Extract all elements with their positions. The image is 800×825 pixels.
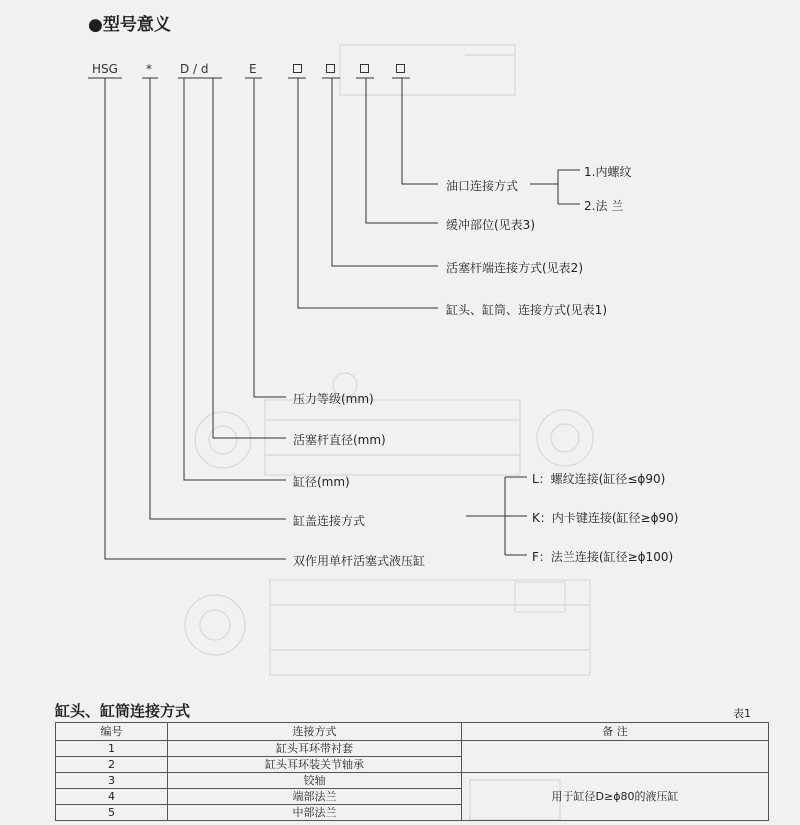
code-d-over-d: D / d [180, 62, 209, 76]
cell-method: 铰轴 [168, 773, 462, 789]
page-heading: ●型号意义 [88, 15, 171, 35]
label-rod-dia: 活塞杆直径(mm) [293, 433, 386, 447]
table1-tag: 表1 [733, 707, 751, 720]
table-row [56, 773, 769, 789]
label-rod-end: 活塞杆端连接方式(见表2) [446, 261, 583, 275]
header-no: 编号 [56, 723, 168, 741]
option-cover-l: L：螺纹连接(缸径≤ϕ90) [532, 472, 666, 486]
label-oil-port: 油口连接方式 [446, 179, 519, 193]
cell-no: 2 [56, 757, 168, 773]
table-header-row [56, 723, 769, 741]
label-bore: 缸径(mm) [293, 475, 350, 489]
option-oil-1: 1.内螺纹 [584, 165, 632, 179]
label-head-barrel: 缸头、缸筒、连接方式(见表1) [446, 303, 607, 317]
table1 [55, 722, 769, 821]
option-cover-k: K：内卡键连接(缸径≥ϕ90) [532, 511, 679, 525]
cell-no: 1 [56, 741, 168, 757]
code-hsg: HSG [92, 62, 118, 76]
header-method: 连接方式 [168, 723, 462, 741]
table1-title: 缸头、缸筒连接方式 [55, 702, 191, 720]
table-row [56, 741, 769, 757]
cell-method: 中部法兰 [168, 805, 462, 821]
label-pressure: 压力等级(mm) [293, 392, 374, 406]
cell-method: 端部法兰 [168, 789, 462, 805]
cell-no: 3 [56, 773, 168, 789]
cell-note-empty [462, 741, 769, 773]
option-oil-2: 2.法 兰 [584, 199, 624, 213]
cell-method: 缸头耳环装关节轴承 [168, 757, 462, 773]
cell-no: 5 [56, 805, 168, 821]
code-star: * [146, 62, 152, 76]
header-note: 备 注 [462, 723, 769, 741]
label-type: 双作用单杆活塞式液压缸 [293, 554, 426, 568]
code-e: E [249, 62, 257, 76]
cell-method: 缸头耳环带衬套 [168, 741, 462, 757]
option-cover-f: F：法兰连接(缸径≥ϕ100) [532, 550, 674, 564]
label-buffer: 缓冲部位(见表3) [446, 218, 535, 232]
cell-note: 用于缸径D≥ϕ80的液压缸 [462, 773, 769, 821]
label-cover: 缸盖连接方式 [293, 514, 366, 528]
cell-no: 4 [56, 789, 168, 805]
